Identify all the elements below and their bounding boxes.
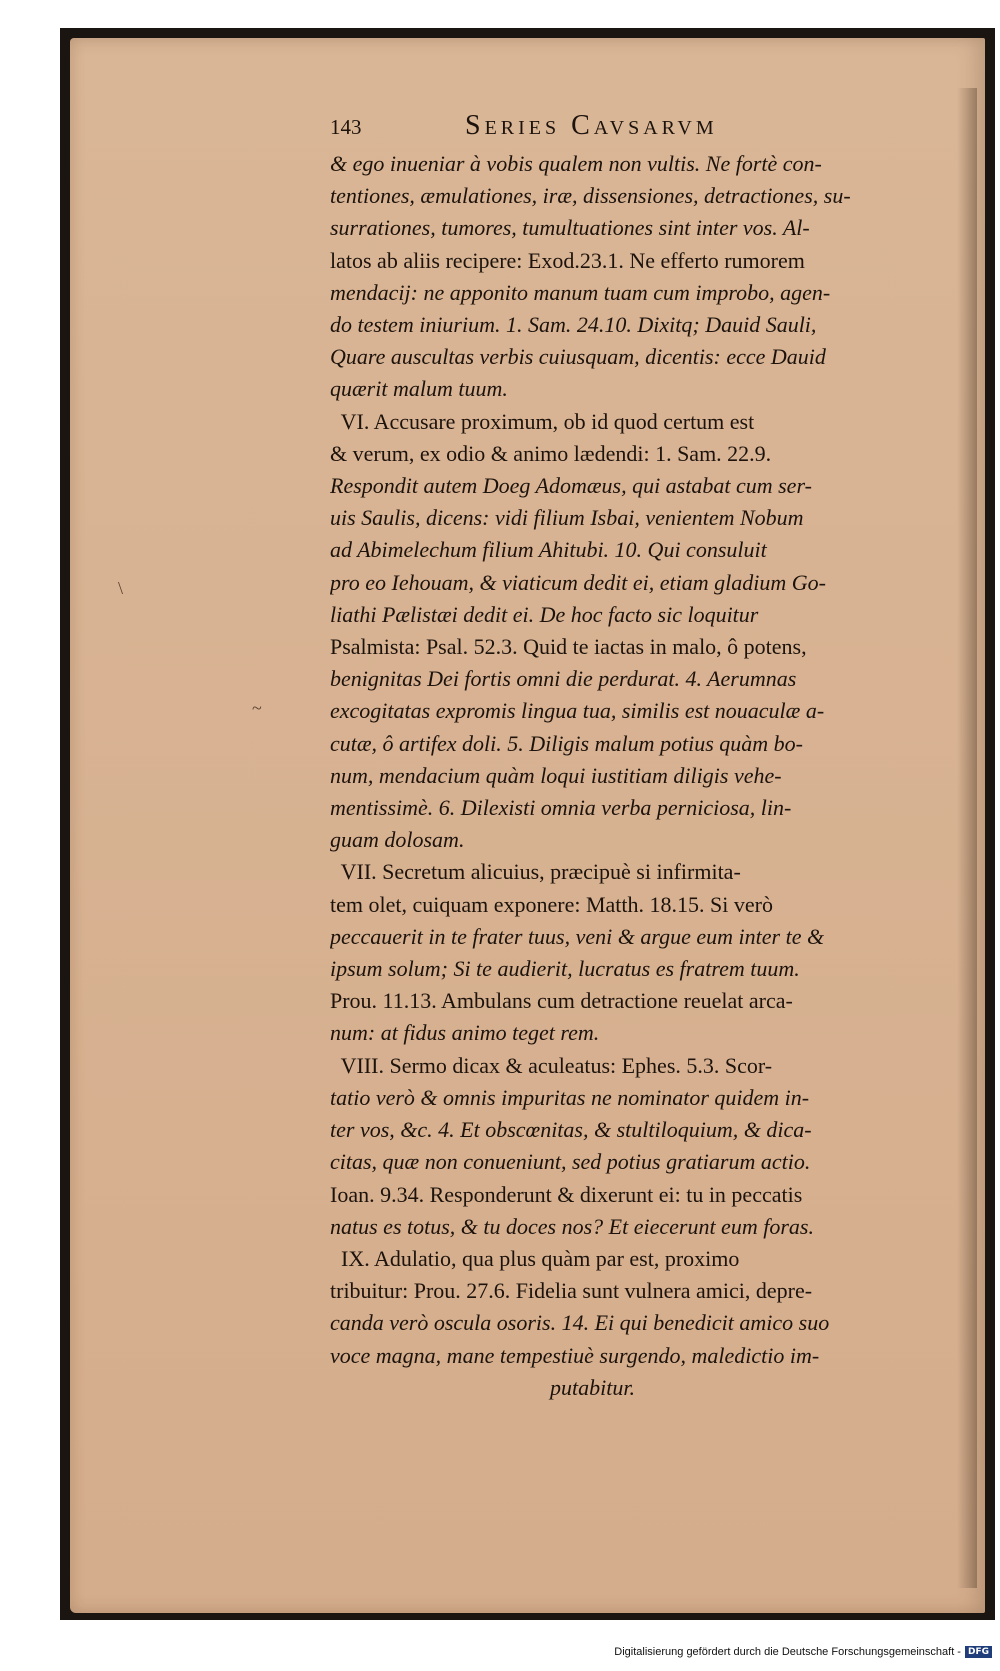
text-line: VII. Secretum alicuius, præcipuè si infirmita- bbox=[330, 859, 741, 885]
text-line: tatio verò & omnis impuritas ne nominator quidem in- bbox=[330, 1084, 810, 1110]
text-line: ter vos, &c. 4. Et obscœnitas, & stultiloquium, & dica- bbox=[330, 1117, 812, 1143]
text-line: natus es totus, & tu doces nos? Et eiecerunt eum foras. bbox=[330, 1213, 814, 1239]
text-line: liathi Pælistæi dedit ei. De hoc facto sic loquitur bbox=[330, 601, 759, 627]
text-line: surrationes, tumores, tumultuationes sint inter vos. Al- bbox=[330, 215, 810, 241]
text-lines bbox=[330, 148, 990, 1404]
text-line: mentissimè. 6. Dilexisti omnia verba perniciosa, lin- bbox=[330, 795, 792, 821]
text-line: ad Abimelechum filium Ahitubi. 10. Qui consuluit bbox=[330, 537, 767, 563]
text-line: quærit malum tuum. bbox=[330, 376, 508, 402]
page-speck: ~ bbox=[252, 698, 262, 718]
text-line: num: at fidus animo teget rem. bbox=[330, 1020, 600, 1046]
text-line: excogitatas expromis lingua tua, similis est nouaculæ a- bbox=[330, 698, 825, 724]
text-line: guam dolosam. bbox=[330, 827, 465, 853]
text-line: Quare auscultas verbis cuiusquam, dicentis: ecce Dauid bbox=[330, 344, 826, 370]
running-head: Series Cavsarvm bbox=[465, 110, 718, 141]
text-line: mendacij: ne apponito manum tuam cum improbo, agen- bbox=[330, 279, 831, 305]
text-line: Prou. 11.13. Ambulans cum detractione reuelat arca- bbox=[330, 988, 793, 1014]
text-line: tentiones, æmulationes, iræ, dissensiones, detractiones, su- bbox=[330, 183, 851, 209]
text-line: canda verò oscula osoris. 14. Ei qui benedicit amico suo bbox=[330, 1310, 830, 1336]
text-line: Respondit autem Doeg Adomæus, qui astabat cum ser- bbox=[330, 473, 812, 499]
text-line: do testem iniurium. 1. Sam. 24.10. Dixitq; Dauid Sauli, bbox=[330, 312, 817, 338]
text-line: Psalmista: Psal. 52.3. Quid te iactas in malo, ô potens, bbox=[330, 634, 807, 660]
page-speck: \ bbox=[118, 578, 124, 598]
text-line: tribuitur: Prou. 27.6. Fidelia sunt vulnera amici, depre- bbox=[330, 1278, 813, 1304]
text-line: VI. Accusare proximum, ob id quod certum est bbox=[330, 408, 755, 434]
text-line: tem olet, cuiquam exponere: Matth. 18.15. Si verò bbox=[330, 891, 773, 917]
text-line: IX. Adulatio, qua plus quàm par est, proximo bbox=[330, 1245, 740, 1271]
text-line: ipsum solum; Si te audierit, lucratus es fratrem tuum. bbox=[330, 956, 800, 982]
page-number: 143 bbox=[330, 115, 362, 139]
text-line: uis Saulis, dicens: vidi filium Isbai, venientem Nobum bbox=[330, 505, 804, 531]
text-line: VIII. Sermo dicax & aculeatus: Ephes. 5.3. Scor- bbox=[330, 1052, 773, 1078]
text-line: & ego inueniar à vobis qualem non vultis. Ne fortè con- bbox=[330, 151, 822, 176]
text-line: peccauerit in te frater tuus, veni & argue eum inter te & bbox=[330, 923, 825, 949]
dfg-logo: DFG bbox=[965, 1646, 992, 1658]
text-line: putabitur. bbox=[330, 1374, 635, 1400]
text-line: voce magna, mane tempestiuè surgendo, maledictio im- bbox=[330, 1342, 820, 1368]
text-line: latos ab aliis recipere: Exod.23.1. Ne efferto rumorem bbox=[330, 247, 805, 273]
funding-credit bbox=[614, 1646, 992, 1658]
footer-strip bbox=[0, 1635, 1000, 1671]
page-text bbox=[330, 110, 990, 1404]
text-line: citas, quæ non conueniunt, sed potius gratiarum actio. bbox=[330, 1149, 811, 1175]
text-line: Ioan. 9.34. Responderunt & dixerunt ei: tu in peccatis bbox=[330, 1181, 803, 1207]
text-line: num, mendacium quàm loqui iustitiam diligis vehe- bbox=[330, 762, 782, 788]
text-line: cutæ, ô artifex doli. 5. Diligis malum potius quàm bo- bbox=[330, 730, 803, 756]
running-header bbox=[330, 110, 990, 148]
text-line: pro eo Iehouam, & viaticum dedit ei, etiam gladium Go- bbox=[330, 569, 826, 595]
text-line: benignitas Dei fortis omni die perdurat. 4. Aerumnas bbox=[330, 666, 797, 692]
text-line: & verum, ex odio & animo lædendi: 1. Sam. 22.9. bbox=[330, 440, 772, 466]
credit-text: Digitalisierung gefördert durch die Deutsche Forschungsgemeinschaft - bbox=[614, 1646, 961, 1658]
